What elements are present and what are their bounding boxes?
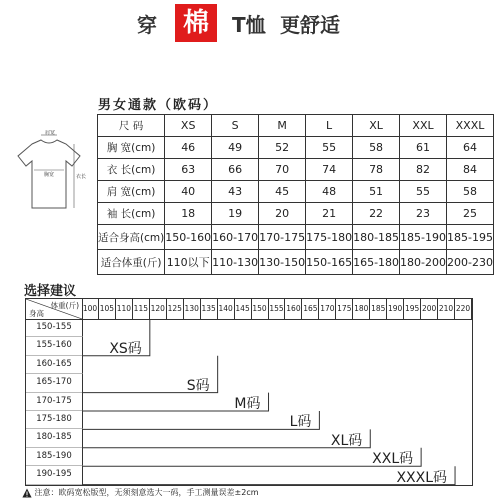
note xyxy=(22,487,259,498)
weight-tick: 135 xyxy=(201,299,218,320)
size-cell: 74 xyxy=(306,159,353,181)
size-cell: XXL xyxy=(400,115,447,137)
height-tick: 190-195 xyxy=(26,466,83,484)
selection-chart xyxy=(25,298,473,486)
size-cell: 43 xyxy=(212,181,259,203)
size-cell: XS xyxy=(165,115,212,137)
warning-icon xyxy=(22,488,32,498)
size-recommendation-label: XXL码 xyxy=(372,451,414,468)
size-recommendation-label: XXXL码 xyxy=(396,469,448,486)
size-cell: 46 xyxy=(165,137,212,159)
weight-tick: 220 xyxy=(455,299,472,320)
size-cell: 20 xyxy=(259,203,306,225)
size-cell: 58 xyxy=(447,181,494,203)
length-label: 衣长 xyxy=(76,174,87,180)
height-tick: 170-175 xyxy=(26,393,83,411)
selection-title: 选择建议 xyxy=(24,284,77,299)
size-cell: 40 xyxy=(165,181,212,203)
size-cell: 22 xyxy=(353,203,400,225)
weight-tick: 115 xyxy=(133,299,150,320)
size-table-row xyxy=(98,203,494,225)
size-cell: 110-130 xyxy=(212,250,259,275)
weight-tick: 200 xyxy=(421,299,438,320)
weight-tick: 110 xyxy=(116,299,133,320)
weight-tick: 105 xyxy=(99,299,116,320)
weight-tick: 195 xyxy=(404,299,421,320)
height-tick: 175-180 xyxy=(26,411,83,429)
size-cell: 185-190 xyxy=(400,225,447,250)
weight-tick: 175 xyxy=(336,299,353,320)
size-cell: 130-150 xyxy=(259,250,306,275)
size-cell: 185-195 xyxy=(447,225,494,250)
row-label: 适合身高(cm) xyxy=(98,225,165,250)
size-table-row xyxy=(98,250,494,275)
size-recommendation-label: M码 xyxy=(234,396,261,412)
size-cell: 51 xyxy=(353,181,400,203)
size-cell: 45 xyxy=(259,181,306,203)
weight-tick: 150 xyxy=(252,299,269,320)
size-cell: 160-170 xyxy=(212,225,259,250)
header-badge: 棉 xyxy=(175,4,217,42)
weight-tick: 210 xyxy=(438,299,455,320)
size-cell: S xyxy=(212,115,259,137)
size-table xyxy=(97,114,494,275)
size-table-row xyxy=(98,115,494,137)
size-cell: 58 xyxy=(353,137,400,159)
size-boundary-line xyxy=(82,448,421,466)
size-cell: 150-165 xyxy=(306,250,353,275)
header-left: 穿 xyxy=(137,13,157,37)
height-tick: 160-165 xyxy=(26,356,83,374)
row-label: 适合体重(斤) xyxy=(98,250,165,275)
size-cell: 82 xyxy=(400,159,447,181)
size-cell: XXXL xyxy=(447,115,494,137)
size-recommendation-label: XL码 xyxy=(330,432,363,449)
height-tick: 150-155 xyxy=(26,319,83,337)
size-cell: 180-185 xyxy=(353,225,400,250)
size-cell: 84 xyxy=(447,159,494,181)
weight-tick: 180 xyxy=(353,299,370,320)
size-cell: 175-180 xyxy=(306,225,353,250)
size-cell: 66 xyxy=(212,159,259,181)
weight-tick: 160 xyxy=(285,299,302,320)
size-cell: XL xyxy=(353,115,400,137)
header-tail: 更舒适 xyxy=(280,13,340,37)
size-cell: M xyxy=(259,115,306,137)
size-cell: 19 xyxy=(212,203,259,225)
size-cell: 48 xyxy=(306,181,353,203)
size-cell: 52 xyxy=(259,137,306,159)
height-tick: 180-185 xyxy=(26,429,83,447)
shoulder-label: 肩宽 xyxy=(45,130,56,136)
size-cell: 180-200 xyxy=(400,250,447,275)
size-boundary-line xyxy=(82,411,319,429)
row-label: 胸 宽(cm) xyxy=(98,137,165,159)
size-recommendation-label: S码 xyxy=(186,377,210,394)
size-recommendation-label: L码 xyxy=(289,414,312,431)
row-label: 衣 长(cm) xyxy=(98,159,165,181)
weight-tick: 125 xyxy=(167,299,184,320)
size-cell: 63 xyxy=(165,159,212,181)
weight-tick: 140 xyxy=(218,299,235,320)
header xyxy=(0,0,500,44)
size-cell: 78 xyxy=(353,159,400,181)
size-cell: 64 xyxy=(447,137,494,159)
subtitle: 男女通款（欧码） xyxy=(98,98,219,113)
note-text: 注意：欧码宽松版型，无须刻意选大一码，手工测量误差±2cm xyxy=(34,488,259,497)
size-table-row xyxy=(98,159,494,181)
size-cell: 70 xyxy=(259,159,306,181)
size-cell: 200-230 xyxy=(447,250,494,275)
size-cell: 49 xyxy=(212,137,259,159)
weight-tick: 100 xyxy=(82,299,99,320)
size-cell: 25 xyxy=(447,203,494,225)
size-cell: 150-160 xyxy=(165,225,212,250)
weight-tick: 185 xyxy=(370,299,387,320)
weight-tick: 170 xyxy=(319,299,336,320)
row-label: 袖 长(cm) xyxy=(98,203,165,225)
tshirt-icon xyxy=(8,130,90,220)
height-tick: 185-190 xyxy=(26,448,83,466)
size-cell: 170-175 xyxy=(259,225,306,250)
size-cell: 18 xyxy=(165,203,212,225)
weight-tick: 155 xyxy=(269,299,286,320)
size-cell: 55 xyxy=(306,137,353,159)
size-cell: 55 xyxy=(400,181,447,203)
weight-tick: 165 xyxy=(302,299,319,320)
row-label: 尺 码 xyxy=(98,115,165,137)
size-cell: L xyxy=(306,115,353,137)
weight-axis-label: 体重(斤) xyxy=(50,301,79,310)
weight-tick: 190 xyxy=(387,299,404,320)
size-cell: 21 xyxy=(306,203,353,225)
chest-label: 胸宽 xyxy=(44,172,55,178)
size-table-row xyxy=(98,137,494,159)
header-right: T恤 xyxy=(232,13,266,37)
size-cell: 61 xyxy=(400,137,447,159)
height-tick: 165-170 xyxy=(26,374,83,392)
size-table-row xyxy=(98,225,494,250)
size-boundary-line xyxy=(82,429,370,447)
size-cell: 23 xyxy=(400,203,447,225)
size-table-row xyxy=(98,181,494,203)
weight-tick: 130 xyxy=(184,299,201,320)
size-recommendation-label: XS码 xyxy=(109,340,142,357)
height-axis-label: 身高 xyxy=(29,309,44,318)
weight-tick: 120 xyxy=(150,299,167,320)
weight-tick: 145 xyxy=(235,299,252,320)
height-tick: 155-160 xyxy=(26,337,83,355)
tshirt-diagram xyxy=(8,130,90,220)
size-cell: 165-180 xyxy=(353,250,400,275)
size-cell: 110以下 xyxy=(165,250,212,275)
row-label: 肩 宽(cm) xyxy=(98,181,165,203)
